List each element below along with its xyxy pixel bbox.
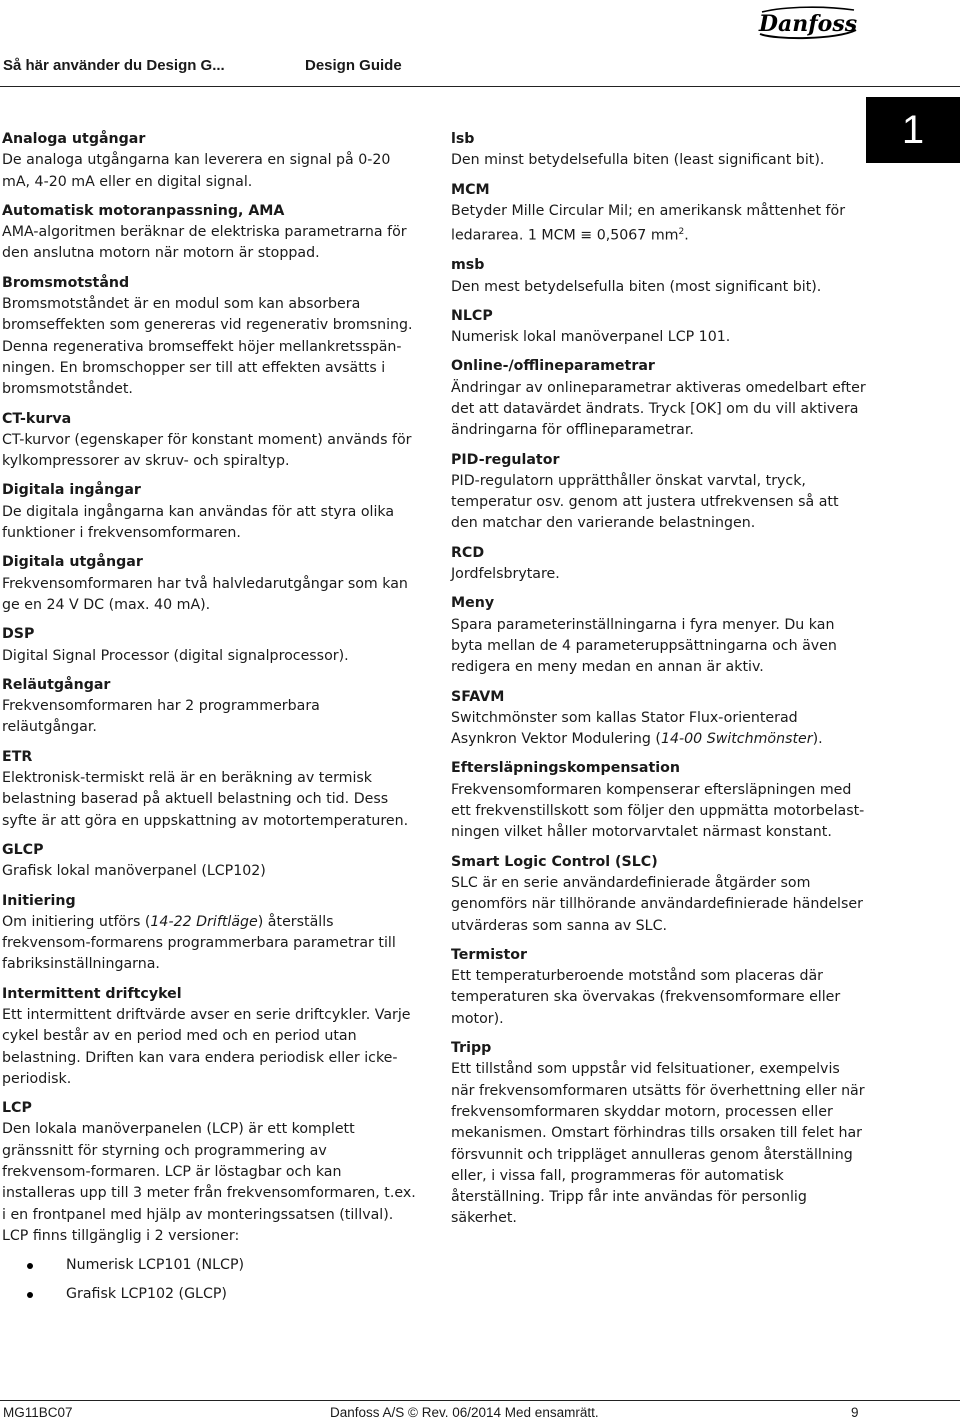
glossary-term: SFAVM bbox=[451, 688, 505, 705]
glossary-term: Intermittent driftcykel bbox=[2, 985, 182, 1002]
glossary-entry bbox=[2, 984, 417, 1090]
glossary-definition: CT-kurvor (egenskaper för konstant moment) används för kylkompressorer av skruv- och spiraltyp. bbox=[2, 431, 412, 470]
glossary-entry bbox=[451, 450, 866, 535]
definition-text: Switchmönster som kallas Stator Flux-orienterad Asynkron Vektor Modulering ( bbox=[451, 709, 798, 748]
glossary-definition bbox=[451, 708, 866, 751]
glossary-term: Meny bbox=[451, 595, 495, 612]
glossary-entry bbox=[451, 593, 866, 678]
glossary-term: Digitala ingångar bbox=[2, 482, 141, 499]
glossary-entry bbox=[451, 180, 866, 248]
definition-text: ) återställs frekvensom-formarens programmerbara parametrar till fabriksinställningarna. bbox=[2, 913, 396, 973]
copyright-notice: Danfoss A/S © Rev. 06/2014 Med ensamrätt. bbox=[330, 1405, 599, 1420]
right-column bbox=[451, 129, 866, 1238]
glossary-term: RCD bbox=[451, 544, 485, 561]
glossary-term: MCM bbox=[451, 181, 490, 198]
glossary-entry bbox=[2, 891, 417, 976]
glossary-definition-note: LCP finns tillgänglig i 2 versioner: bbox=[2, 1227, 240, 1244]
glossary-definition: Ett tillstånd som uppstår vid felsituationer, exempelvis när frekvensomformaren utsätts för överhettning eller när frekvensomformaren skyddar motorn, processen eller mekanismen. Omstart förhindras tills orsaken till felet har försvunnit och trippläget annulleras genom återställning eller, i vissa fall, programmeras för automatisk återställning. Tripp får inte användas för personlig säkerhet. bbox=[451, 1061, 865, 1227]
glossary-term: Bromsmotstånd bbox=[2, 274, 130, 291]
glossary-definition: Bromsmotståndet är en modul som kan absorbera bromseffekten som genereras vid regenerativ bromsning. Denna regenerativa bromseffekt höjer mellankretsspän-ningen. En bromschopper ser till att effekten avsätts i bromsmotståndet. bbox=[2, 296, 413, 398]
footer-divider bbox=[0, 1400, 960, 1401]
glossary-definition: Numerisk lokal manöverpanel LCP 101. bbox=[451, 329, 731, 346]
glossary-entry bbox=[451, 945, 866, 1030]
glossary-definition: De analoga utgångarna kan leverera en signal på 0-20 mA, 4-20 mA eller en digital signal. bbox=[2, 152, 391, 190]
glossary-entry bbox=[451, 758, 866, 843]
definition-text: . bbox=[684, 227, 689, 244]
glossary-term: PID-regulator bbox=[451, 451, 560, 468]
glossary-term: LCP bbox=[2, 1100, 32, 1117]
glossary-definition bbox=[451, 201, 866, 247]
glossary-term: NLCP bbox=[451, 307, 493, 324]
document-code: MG11BC07 bbox=[3, 1405, 73, 1420]
glossary-definition: Den mest betydelsefulla biten (most significant bit). bbox=[451, 278, 822, 295]
list-item: Numerisk LCP101 (NLCP) bbox=[2, 1255, 417, 1284]
glossary-definition: AMA-algoritmen beräknar de elektriska parametrarna för den anslutna motorn när motorn är stoppad. bbox=[2, 224, 407, 262]
glossary-entry bbox=[2, 409, 417, 473]
glossary-term: DSP bbox=[2, 626, 35, 643]
glossary-term: Reläutgångar bbox=[2, 676, 111, 693]
glossary-entry bbox=[2, 624, 417, 667]
glossary-definition: Frekvensomformaren har två halvledarutgångar som kan ge en 24 V DC (max. 40 mA). bbox=[2, 575, 408, 613]
glossary-entry bbox=[451, 255, 866, 298]
glossary-definition: Elektronisk-termiskt relä är en beräkning av termisk belastning baserad på aktuell belastning och tid. Dess syfte är att göra en uppskattning av motortemperaturen. bbox=[2, 770, 409, 829]
glossary-entry bbox=[451, 129, 866, 172]
glossary-entry bbox=[2, 840, 417, 883]
glossary-term: lsb bbox=[451, 131, 475, 147]
left-column bbox=[2, 129, 417, 1321]
glossary-term: msb bbox=[451, 257, 485, 274]
bullet-list bbox=[2, 1255, 417, 1313]
glossary-entry bbox=[451, 1038, 866, 1230]
glossary-definition: Ett intermittent driftvärde avser en serie driftcykler. Varje cykel består av en period med och en period utan belastning. Driften kan vara endera periodisk eller icke-periodisk. bbox=[2, 1006, 411, 1087]
list-item: Grafisk LCP102 (GLCP) bbox=[2, 1284, 417, 1313]
glossary-entry bbox=[451, 356, 866, 441]
glossary-term: Online-/offlineparametrar bbox=[451, 358, 655, 375]
glossary-definition: De digitala ingångarna kan användas för att styra olika funktioner i frekvensomformaren. bbox=[2, 503, 395, 542]
glossary-term: Digitala utgångar bbox=[2, 554, 143, 571]
glossary-term: Analoga utgångar bbox=[2, 131, 146, 147]
glossary-definition bbox=[2, 912, 417, 976]
glossary-definition: Spara parameterinställningarna i fyra menyer. Du kan byta mellan de 4 parameteruppsättningarna och även redigera en meny medan en annan är aktiv. bbox=[451, 616, 837, 676]
glossary-entry bbox=[451, 687, 866, 751]
definition-text: Om initiering utförs ( bbox=[2, 913, 151, 930]
glossary-term: Smart Logic Control (SLC) bbox=[451, 853, 658, 870]
parameter-reference: 14-00 Switchmönster bbox=[660, 731, 813, 748]
glossary-entry bbox=[2, 552, 417, 616]
logo-text: Danfoss bbox=[758, 11, 858, 37]
glossary-definition: Frekvensomformaren kompenserar eftersläpningen med ett frekvenstillskott som följer den uppmätta motorbelast-ningen vilket håller motorvarvtalet närmast konstant. bbox=[451, 781, 865, 841]
glossary-term: CT-kurva bbox=[2, 410, 72, 427]
glossary-definition: Digital Signal Processor (digital signalprocessor). bbox=[2, 647, 349, 664]
definition-text: ). bbox=[812, 731, 823, 748]
definition-text: Betyder Mille Circular Mil; en amerikansk måttenhet för ledararea. 1 MCM ≡ 0,5067 mm bbox=[451, 202, 846, 244]
glossary-entry bbox=[2, 675, 417, 739]
glossary-entry bbox=[451, 852, 866, 937]
guide-title: Design Guide bbox=[305, 57, 402, 74]
glossary-entry bbox=[2, 747, 417, 832]
glossary-definition: SLC är en serie användardefinierade åtgärder som genomförs när tillhörande användardefinierade händelser utvärderas som sanna av SLC. bbox=[451, 874, 863, 934]
page-number: 9 bbox=[851, 1405, 859, 1420]
glossary-definition: Ändringar av onlineparametrar aktiveras omedelbart efter det att datavärdet ändrats. Tryck [OK] om du vill aktivera ändringarna för offlineparametrar. bbox=[451, 379, 866, 439]
superscript: 2 bbox=[678, 227, 685, 238]
chapter-tab: 1 bbox=[866, 97, 960, 163]
header-divider bbox=[0, 86, 960, 87]
glossary-definition: Ett temperaturberoende motstånd som placeras där temperaturen ska övervakas (frekvensomformare eller motor). bbox=[451, 968, 841, 1027]
page-header bbox=[0, 0, 960, 90]
section-title: Så här använder du Design G... bbox=[3, 57, 225, 74]
glossary-term: Automatisk motoranpassning, AMA bbox=[2, 202, 285, 219]
glossary-term: Termistor bbox=[451, 946, 528, 963]
glossary-definition: Grafisk lokal manöverpanel (LCP102) bbox=[2, 863, 266, 880]
glossary-entry bbox=[2, 129, 417, 193]
glossary-entry bbox=[2, 1098, 417, 1313]
glossary-entry bbox=[2, 480, 417, 544]
glossary-definition: PID-regulatorn upprätthåller önskat varvtal, tryck, temperatur osv. genom att justera utfrekvensen så att den matchar den varierande belastningen. bbox=[451, 472, 839, 532]
glossary-term: Eftersläpningskompensation bbox=[451, 760, 680, 777]
glossary-definition: Den minst betydelsefulla biten (least significant bit). bbox=[451, 152, 825, 169]
glossary-definition: Jordfelsbrytare. bbox=[451, 566, 560, 583]
glossary-term: Tripp bbox=[451, 1040, 492, 1057]
glossary-term: ETR bbox=[2, 748, 33, 765]
glossary-definition: Den lokala manöverpanelen (LCP) är ett komplett gränssnitt för styrning och programmering av frekvensom-formaren. LCP är löstagbar och kan installeras upp till 3 meter från frekvensomformaren, t.ex. i en frontpanel med hjälp av monteringssatsen (tillval). bbox=[2, 1121, 416, 1223]
parameter-reference: 14-22 Driftläge bbox=[150, 913, 258, 930]
glossary-entry bbox=[451, 306, 866, 349]
glossary-term: Initiering bbox=[2, 892, 76, 909]
danfoss-logo bbox=[756, 4, 860, 42]
glossary-entry bbox=[451, 543, 866, 586]
glossary-definition: Frekvensomformaren har 2 programmerbara reläutgångar. bbox=[2, 698, 320, 736]
glossary-entry bbox=[2, 273, 417, 401]
glossary-term: GLCP bbox=[2, 841, 44, 858]
glossary-entry bbox=[2, 201, 417, 265]
